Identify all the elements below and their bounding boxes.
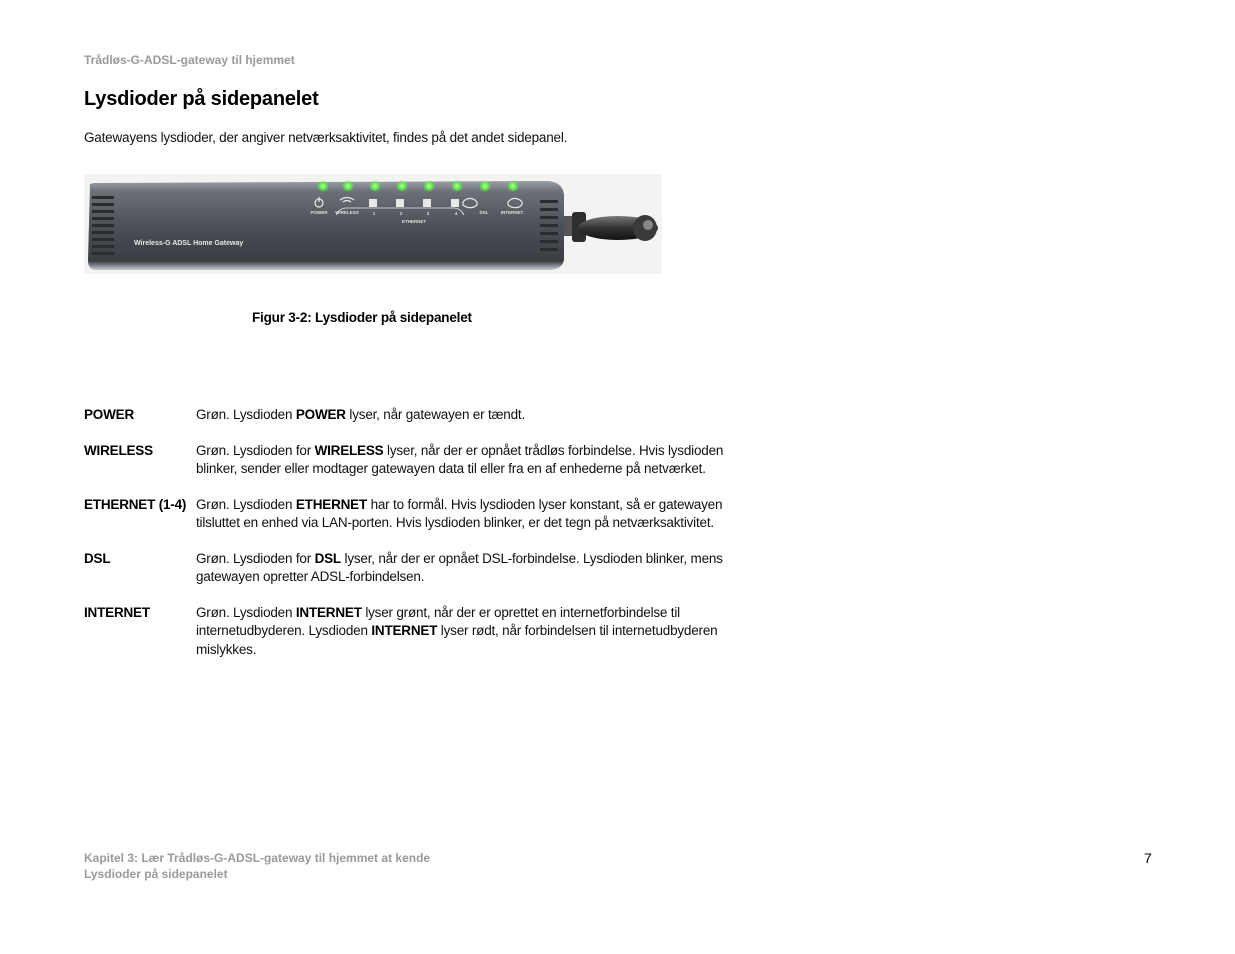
led-power	[317, 180, 329, 192]
led-ethernet-2	[396, 180, 408, 192]
led-row	[84, 496, 744, 550]
led-description-text: har to formål. Hvis lysdioden lyser konstant, så er gatewayen tilsluttet en enhed via LAN-porten. Hvis lysdioden blinker, er det tegn på netværksaktivitet.	[196, 496, 723, 530]
port-3-icon	[423, 199, 431, 207]
led-row	[84, 442, 744, 496]
footer	[84, 850, 430, 882]
led-label-3: 3	[426, 211, 430, 216]
led-name-emphasis: ETHERNET	[295, 496, 368, 512]
led-description	[196, 550, 744, 604]
led-description-text: Grøn. Lysdioden	[196, 407, 296, 422]
led-description-text: Grøn. Lysdioden for	[196, 550, 315, 566]
led-name-emphasis: INTERNET	[371, 623, 438, 638]
led-name: POWER	[84, 407, 135, 422]
led-label-2: 2	[399, 211, 403, 216]
led-name-emphasis: WIRELESS	[314, 442, 384, 458]
led-description	[196, 406, 744, 442]
led-label-power: POWER	[310, 210, 328, 215]
led-label-dsl: DSL	[479, 210, 489, 215]
led-name: WIRELESS	[84, 442, 153, 458]
led-name: ETHERNET (1-4)	[84, 496, 187, 512]
led-ethernet-1	[369, 180, 381, 192]
figure-caption: Figur 3-2: Lysdioder på sidepanelet	[252, 310, 472, 325]
port-4-icon	[451, 199, 459, 207]
running-header: Trådløs-G-ADSL-gateway til hjemmet	[84, 53, 295, 67]
led-internet	[507, 180, 519, 192]
led-description	[196, 442, 744, 496]
led-description-text: lyser rødt, når forbindelsen til internetudbyderen mislykkes.	[196, 623, 718, 657]
intro-paragraph: Gatewayens lysdioder, der angiver netværksaktivitet, findes på det andet sidepanel.	[84, 130, 568, 145]
section-title: Lysdioder på sidepanelet	[84, 88, 319, 110]
led-description-text: lyser grønt, når der er oprettet en internetforbindelse til internetudbyderen. Lysdioden	[196, 604, 680, 638]
led-label-4: 4	[454, 211, 458, 216]
led-description-text: lyser, når der er opnået DSL-forbindelse. Lysdioden blinker, mens gatewayen opretter ADSL-forbindelsen.	[196, 550, 723, 584]
led-wireless	[342, 180, 354, 192]
led-row	[84, 406, 744, 442]
led-description-text: lyser, når der er opnået trådløs forbindelse. Hvis lysdioden blinker, sender eller modtager gatewayen data til eller fra en af enhederne på netværket.	[196, 442, 724, 476]
led-ethernet-4	[451, 180, 463, 192]
device-model-label: Wireless-G ADSL Home Gateway	[134, 240, 244, 247]
led-name-emphasis: DSL	[314, 550, 341, 566]
port-2-icon	[396, 199, 404, 207]
led-dsl	[479, 180, 491, 192]
ethernet-label: ETHERNET	[401, 219, 427, 224]
led-row	[84, 604, 744, 677]
led-label-internet: INTERNET	[500, 210, 524, 215]
led-description	[196, 496, 744, 550]
led-description	[196, 604, 744, 677]
page-number: 7	[1144, 850, 1152, 866]
footer-section: Lysdioder på sidepanelet	[84, 867, 228, 881]
led-name: INTERNET	[84, 604, 150, 620]
led-description-text: Grøn. Lysdioden	[196, 496, 296, 512]
led-description-text: Grøn. Lysdioden	[196, 604, 296, 620]
led-description-table	[84, 406, 744, 676]
led-description-text: Grøn. Lysdioden for	[196, 442, 315, 458]
led-ethernet-3	[423, 180, 435, 192]
port-1-icon	[369, 199, 377, 207]
led-label-wireless: WIRELESS	[335, 210, 359, 215]
led-description-text: lyser, når gatewayen er tændt.	[345, 407, 526, 422]
led-name-emphasis: POWER	[295, 407, 346, 422]
led-name-emphasis: INTERNET	[295, 604, 362, 620]
led-row	[84, 550, 744, 604]
footer-chapter: Kapitel 3: Lær Trådløs-G-ADSL-gateway til hjemmet at kende	[84, 851, 431, 865]
led-name: DSL	[84, 550, 111, 566]
led-label-1: 1	[372, 211, 376, 216]
gateway-side-panel-image	[84, 172, 664, 276]
